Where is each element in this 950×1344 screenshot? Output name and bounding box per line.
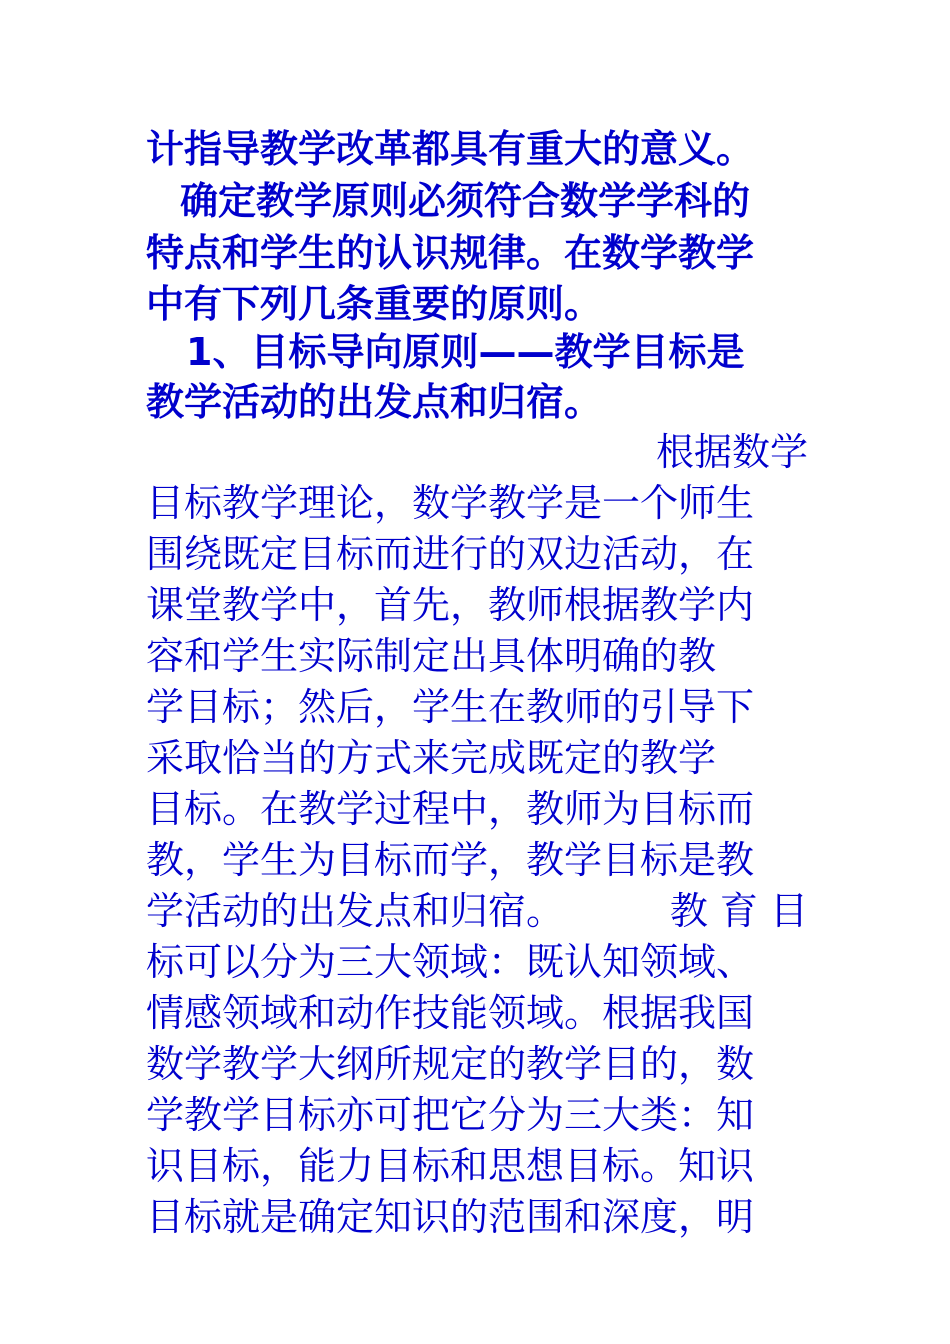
text-line: 特点和学生的认识规律。在数学教学 <box>146 231 755 275</box>
section-heading: 1、目标导向原则——教学目标是 <box>186 330 745 374</box>
text-line: 确定教学原则必须符合数学学科的 <box>180 179 751 223</box>
text-line: 目标教学理论，数学教学是一个师生 <box>146 481 755 525</box>
text-line: 采取恰当的方式来完成既定的教学 <box>146 736 717 780</box>
text-line: 中有下列几条重要的原则。 <box>146 282 603 326</box>
text-line: 计指导教学改革都具有重大的意义。 <box>146 127 755 171</box>
text-line: 目标就是确定知识的范围和深度，明 <box>146 1195 755 1239</box>
text-line: 学目标；然后，学生在教师的引导下 <box>146 685 755 729</box>
text-line: 教学活动的出发点和归宿。 <box>146 380 603 424</box>
text-line: 识目标，能力目标和思想目标。知识 <box>146 1144 755 1188</box>
text-line: 学教学目标亦可把它分为三大类：知 <box>146 1093 755 1137</box>
text-line: 教 育 目 <box>669 889 808 933</box>
text-line: 目标。在教学过程中，教师为目标而 <box>146 787 755 831</box>
text-line: 围绕既定目标而进行的双边活动，在 <box>146 532 755 576</box>
text-line: 标可以分为三大领域：既认知领域、 <box>146 940 755 984</box>
text-line: 情感领域和动作技能领域。根据我国 <box>146 991 755 1035</box>
text-line: 容和学生实际制定出具体明确的教 <box>146 634 717 678</box>
text-line: 课堂教学中，首先，教师根据教学内 <box>146 583 755 627</box>
text-line: 教，学生为目标而学，教学目标是教 <box>146 838 755 882</box>
text-line: 学活动的出发点和归宿。 <box>146 889 565 933</box>
text-line: 数学教学大纲所规定的教学目的，数 <box>146 1042 755 1086</box>
text-line: 根据数学 <box>655 430 808 474</box>
